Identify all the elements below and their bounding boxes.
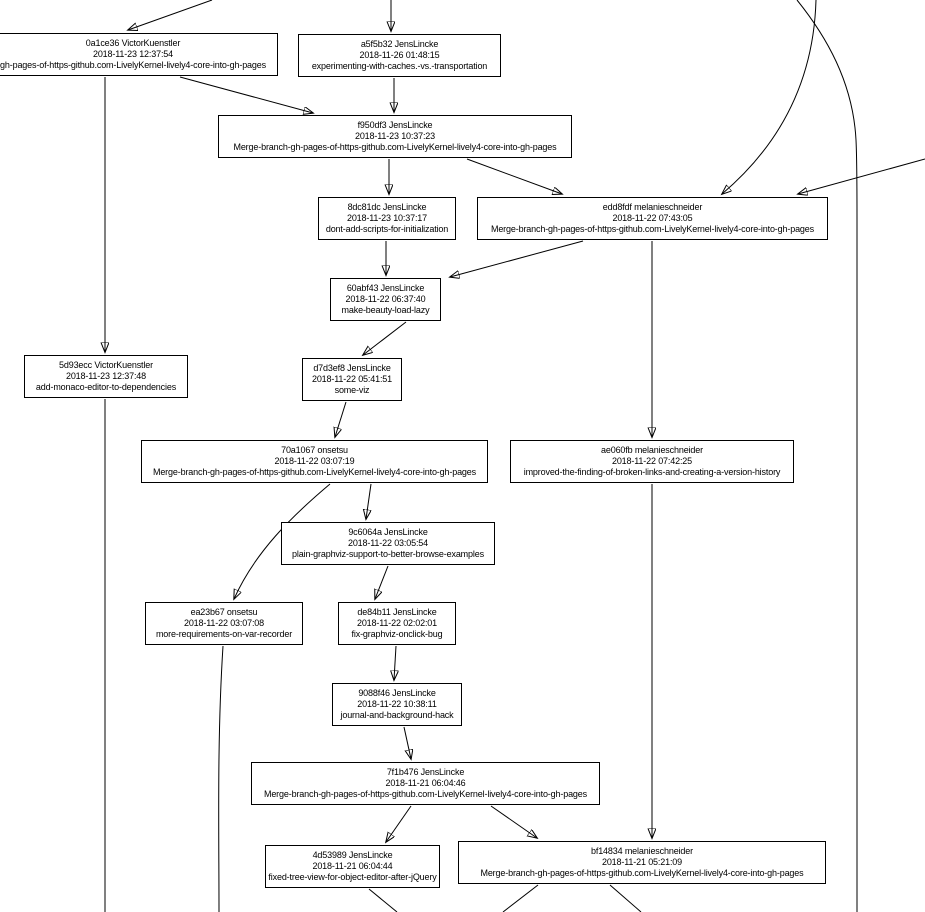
edge-f950df3-edd8fdf	[467, 159, 562, 194]
edge-ea23b67-offscreen-bottom	[219, 646, 223, 912]
commit-title: 4d53989 JensLincke	[312, 850, 393, 860]
edge-9c6064a-de84b11	[375, 566, 388, 599]
commit-node-bf14834[interactable]	[458, 841, 826, 884]
commit-date: 2018-11-22 07:42:25	[611, 456, 693, 466]
commit-message: more-requirements-on-var-recorder	[155, 629, 293, 639]
commit-message: journal-and-background-hack	[340, 710, 454, 720]
edge-7f1b476-4d53989	[386, 806, 411, 842]
commit-node-8dc81dc[interactable]	[318, 197, 456, 240]
edge-offscreen-top-edd8fdf	[722, 0, 816, 194]
commit-message: Merge-branch-gh-pages-of-https-github.com-LivelyKernel-lively4-core-into-gh-pages	[233, 142, 557, 152]
commit-date: 2018-11-22 03:05:54	[347, 538, 429, 548]
commit-node-f950df3[interactable]	[218, 115, 572, 158]
commit-message: improved-the-finding-of-broken-links-and-creating-a-version-history	[523, 467, 781, 477]
edge-60abf43-d7d3ef8	[363, 322, 406, 355]
commit-title: a5f5b32 JensLincke	[360, 39, 439, 49]
commit-title: edd8fdf melanieschneider	[602, 202, 703, 212]
commit-node-ea23b67[interactable]	[145, 602, 303, 645]
commit-title: bf14834 melanieschneider	[591, 846, 693, 856]
commit-date: 2018-11-23 10:37:23	[354, 131, 436, 141]
edge-7f1b476-bf14834	[491, 806, 537, 838]
edge-d7d3ef8-70a1067	[335, 402, 346, 437]
commit-node-60abf43[interactable]	[330, 278, 441, 321]
commit-node-a5f5b32[interactable]	[298, 34, 501, 77]
commit-date: 2018-11-21 06:04:44	[312, 861, 393, 871]
commit-node-edd8fdf[interactable]	[477, 197, 828, 240]
edge-offscreen-right-edd8fdf	[798, 159, 925, 194]
commit-date: 2018-11-23 12:37:48	[65, 371, 147, 381]
commit-title: 0a1ce36 VictorKuenstler	[85, 38, 181, 48]
commit-title: de84b11 JensLincke	[357, 607, 437, 617]
edge-70a1067-9c6064a	[366, 484, 371, 519]
edge-edd8fdf-60abf43	[450, 241, 583, 277]
commit-message: Merge-branch-gh-pages-of-https-github.com-LivelyKernel-lively4-core-into-gh-pages	[490, 224, 814, 234]
edge-0a1ce36-f950df3	[180, 77, 313, 113]
edge-9088f46-7f1b476	[404, 727, 411, 759]
commit-title: 70a1067 onsetsu	[281, 445, 348, 455]
commit-node-0a1ce36[interactable]	[0, 33, 278, 76]
commit-title: d7d3ef8 JensLincke	[313, 363, 391, 373]
commit-message: Merge-branch-gh-pages-of-https-github.com-LivelyKernel-lively4-core-into-gh-pages	[480, 868, 804, 878]
edge-de84b11-9088f46	[394, 646, 396, 680]
commit-date: 2018-11-26 01:48:15	[359, 50, 440, 60]
commit-date: 2018-11-22 10:38:11	[357, 699, 437, 709]
commit-message: dont-add-scripts-for-initialization	[325, 224, 449, 234]
commit-title: 8dc81dc JensLincke	[347, 202, 427, 212]
commit-node-5d93ecc[interactable]	[24, 355, 188, 398]
commit-date: 2018-11-22 03:07:19	[274, 456, 355, 466]
commit-title: ea23b67 onsetsu	[190, 607, 258, 617]
commit-date: 2018-11-23 10:37:17	[346, 213, 428, 223]
commit-node-ae060fb[interactable]	[510, 440, 794, 483]
commit-title: ae060fb melanieschneider	[601, 445, 703, 455]
commit-message: Merge-branch-gh-pages-of-https-github.com-LivelyKernel-lively4-core-into-gh-pages	[263, 789, 587, 799]
commit-title: 5d93ecc VictorKuenstler	[59, 360, 153, 370]
edge-bf14834-offscreen-bottom-right	[610, 885, 641, 912]
commit-date: 2018-11-22 05:41:51	[311, 374, 393, 384]
commit-date: 2018-11-22 07:43:05	[612, 213, 693, 223]
commit-message: gh-pages-of-https-github.com-LivelyKernel-lively4-core-into-gh-pages	[0, 60, 266, 70]
commit-message: add-monaco-editor-to-dependencies	[35, 382, 177, 392]
commit-message: fixed-tree-view-for-object-editor-after-jQuery	[268, 872, 437, 882]
commit-title: f950df3 JensLincke	[357, 120, 433, 130]
edge-bf14834-offscreen-bottom-left	[503, 885, 538, 912]
commit-date: 2018-11-23 12:37:54	[92, 49, 174, 59]
edge-offscreen-top-0a1ce36	[128, 0, 212, 30]
commit-node-9088f46[interactable]	[332, 683, 462, 726]
commit-node-d7d3ef8[interactable]	[302, 358, 402, 401]
edge-offscreen-top-offscreen-bottom	[797, 0, 857, 912]
commit-node-de84b11[interactable]	[338, 602, 456, 645]
commit-message: some-viz	[334, 385, 370, 395]
commit-title: 9c6064a JensLincke	[348, 527, 428, 537]
commit-node-9c6064a[interactable]	[281, 522, 495, 565]
commit-message: Merge-branch-gh-pages-of-https-github.com-LivelyKernel-lively4-core-into-gh-pages	[152, 467, 476, 477]
commit-node-7f1b476[interactable]	[251, 762, 600, 805]
commit-message: make-beauty-load-lazy	[341, 305, 430, 315]
commit-date: 2018-11-22 03:07:08	[183, 618, 265, 628]
commit-message: experimenting-with-caches.-vs.-transportation	[311, 61, 488, 71]
commit-date: 2018-11-21 06:04:46	[385, 778, 466, 788]
edge-4d53989-offscreen-bottom	[369, 889, 397, 912]
commit-title: 9088f46 JensLincke	[358, 688, 436, 698]
commit-node-70a1067[interactable]	[141, 440, 488, 483]
commit-message: plain-graphviz-support-to-better-browse-examples	[292, 549, 484, 559]
commit-date: 2018-11-22 06:37:40	[345, 294, 426, 304]
commit-date: 2018-11-22 02:02:01	[356, 618, 438, 628]
commit-title: 60abf43 JensLincke	[346, 283, 425, 293]
commit-date: 2018-11-21 05:21:09	[601, 857, 683, 867]
commit-node-4d53989[interactable]	[265, 845, 440, 888]
commit-title: 7f1b476 JensLincke	[386, 767, 465, 777]
commit-message: fix-graphviz-onclick-bug	[351, 629, 443, 639]
